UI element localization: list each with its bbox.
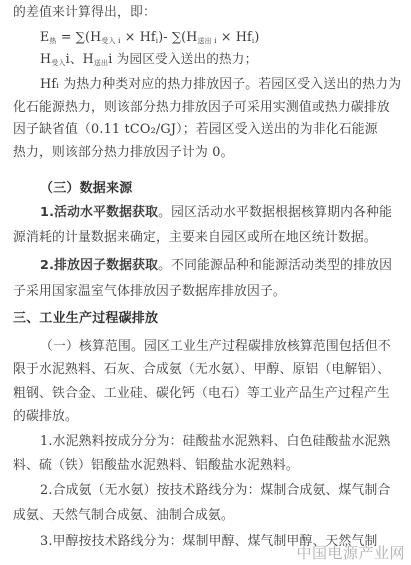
formula-subscript: 送出 i	[197, 37, 217, 45]
paragraph-line	[13, 360, 403, 380]
line-text: 化石能源热力，则该部分热力排放因子可采用实测值或热力碳排放	[13, 100, 390, 115]
bold-lead: 2.排放因子数据获取	[40, 258, 159, 273]
formula-text: × Hf	[120, 29, 156, 44]
formula-line	[40, 49, 403, 73]
line-text: 子采用国家温室气体排放因子数据库排放因子。	[13, 284, 286, 299]
line-text: 限于水泥熟料、石灰、合成氨（无水氨）、甲醇、原铝（电解铝）、	[13, 362, 391, 377]
formula-line	[40, 27, 403, 51]
formula-text: = ∑(H	[56, 29, 102, 44]
line-text: 的差值来计算得出，即：	[13, 5, 156, 20]
formula-subscript: 受入 i	[101, 37, 121, 45]
paragraph-line	[13, 3, 403, 23]
line-text: 三、工业生产过程碳排放	[13, 311, 159, 326]
line-text: 热力，则该部分热力排放因子计为 0。	[13, 145, 234, 160]
paragraph-line	[13, 407, 403, 427]
section-heading	[13, 309, 403, 329]
formula-text: × Hf	[216, 29, 252, 44]
paragraph-line	[40, 75, 403, 95]
line-text: 源消耗的计量数据来确定，主要来自园区或所在地区统计数据。	[13, 230, 377, 245]
formula-subscript: 热	[49, 37, 57, 45]
formula-subscript: i	[251, 37, 255, 45]
paragraph-line	[13, 456, 403, 476]
line-text: 粗钢、铁合金、工业硅、碳化钙（电石）等工业产品生产过程产生	[13, 386, 390, 401]
paragraph-line	[13, 98, 403, 118]
formula-text: i 为园区受入送出的热力；	[108, 51, 258, 66]
line-text: （三）数据来源	[40, 181, 133, 196]
watermark: 中国电源产业网	[296, 544, 405, 562]
line-text: 料、硫（铁）铝酸盐水泥熟料、铝酸盐水泥熟料。	[13, 458, 299, 473]
line-text: 2.合成氨（无水氨）按技术路线分为：煤制合成氨、煤气制合	[40, 483, 391, 498]
formula-text: )	[254, 29, 260, 44]
paragraph-line	[40, 256, 403, 276]
line-text: 因子缺省值（0.11 tCO₂/GJ）；若园区受入送出的为非化石能源	[13, 122, 378, 137]
paragraph-line	[13, 143, 403, 163]
formula-text: E	[40, 29, 50, 44]
line-text: 成氨、天然气制合成氨、油制合成氨。	[13, 508, 234, 523]
paragraph-line	[13, 228, 403, 248]
formula-subscript: 送出	[93, 59, 109, 67]
formula-text: )- ∑(H	[158, 29, 198, 44]
line-text: 3.甲醇按技术路线分为：煤制甲醇、煤气制甲醇、天然气制	[40, 534, 378, 549]
line-text: 的碳排放。	[13, 409, 78, 424]
line-text: 1.水泥熟料按成分分为：硅酸盐水泥熟料、白色硅酸盐水泥熟	[40, 434, 391, 449]
paragraph-line	[40, 337, 403, 357]
line-text: Hfᵢ 为热力种类对应的热力排放因子。若园区受入送出的热力为	[40, 77, 402, 92]
paragraph-line	[13, 282, 403, 302]
paragraph-line	[13, 120, 403, 140]
paragraph-line	[40, 481, 403, 501]
section-heading	[40, 179, 403, 199]
formula-subscript: i	[155, 37, 159, 45]
bold-lead: 1.活动水平数据获取	[40, 205, 159, 220]
paragraph-line	[40, 203, 403, 223]
formula-text: i、H	[65, 51, 94, 66]
paragraph-line	[40, 432, 403, 452]
formula-subscript: 受入	[51, 59, 66, 67]
line-text: （一）核算范围。园区工业生产过程碳排放核算范围包括但不	[40, 339, 391, 354]
paragraph-line	[13, 384, 403, 404]
formula-text: H	[40, 51, 52, 66]
line-text: 。不同能源品种和能源活动类型的排放因	[158, 258, 393, 273]
paragraph-line	[13, 506, 403, 526]
line-text: 。园区活动水平数据根据核算期内各种能	[158, 205, 393, 220]
